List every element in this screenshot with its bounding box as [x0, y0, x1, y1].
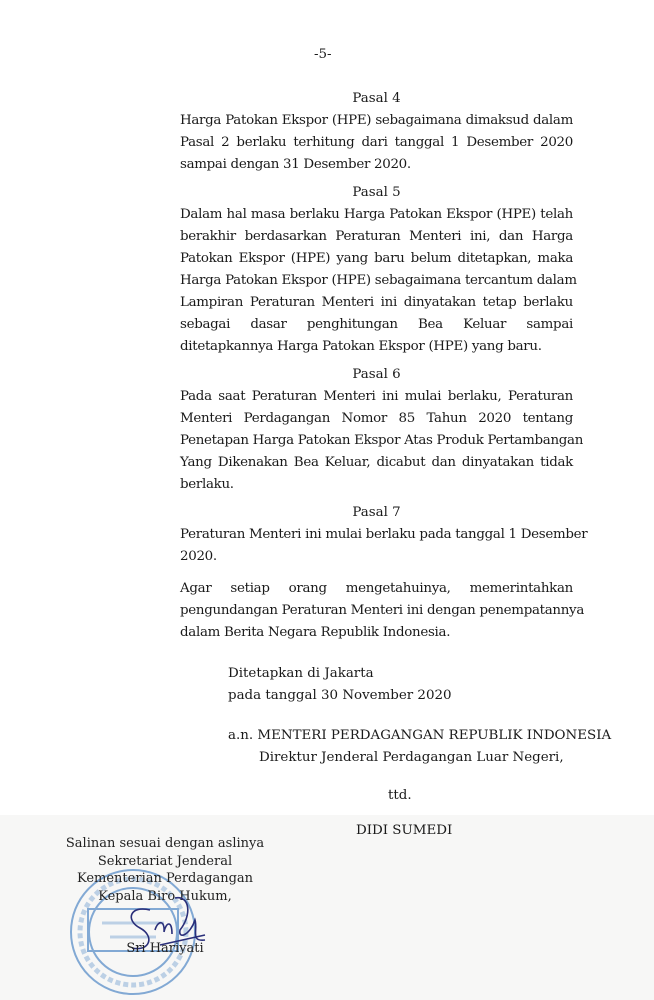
signature-place: Ditetapkan di Jakarta: [228, 666, 374, 681]
article-body: [180, 204, 577, 358]
text-line: Lampiran Peraturan Menteri ini dinyatakan tetap berlaku: [180, 295, 573, 310]
text-line: berakhir berdasarkan Peraturan Menteri ini, dan Harga: [180, 229, 573, 244]
certified-copy-line: Kepala Biro Hukum,: [98, 888, 232, 904]
signature-date: pada tanggal 30 November 2020: [228, 688, 452, 703]
article-heading: Pasal 7: [352, 505, 401, 520]
text-line: Penetapan Harga Patokan Ekspor Atas Produk Pertambangan: [180, 433, 584, 448]
signatory-position: Direktur Jenderal Perdagangan Luar Negeri,: [259, 750, 564, 765]
page-number: -5-: [314, 47, 332, 62]
text-line: sampai dengan 31 Desember 2020.: [180, 157, 411, 172]
article-body: [180, 386, 584, 496]
article-heading: Pasal 5: [352, 185, 401, 200]
certified-copy-area: [0, 815, 654, 1000]
text-line: Patokan Ekspor (HPE) yang baru belum ditetapkan, maka: [180, 251, 573, 266]
certifier-name: Sri Hariyati: [126, 941, 204, 956]
article-body: [180, 524, 588, 568]
certified-copy-line: Kementerian Perdagangan: [76, 871, 254, 886]
closing-paragraph: [180, 578, 585, 644]
certified-copy-line: Sekretariat Jenderal: [97, 853, 233, 869]
certified-copy-line: Salinan sesuai dengan aslinya: [65, 836, 265, 851]
article-heading: Pasal 6: [352, 367, 401, 382]
text-line: Harga Patokan Ekspor (HPE) sebagaimana tercantum dalam: [180, 273, 577, 288]
text-line: Peraturan Menteri ini mulai berlaku pada tanggal 1 Desember: [180, 527, 588, 542]
text-line: pengundangan Peraturan Menteri ini dengan penempatannya: [180, 603, 585, 618]
on-behalf-of: a.n. MENTERI PERDAGANGAN REPUBLIK INDONESIA: [228, 728, 612, 743]
text-line: ditetapkannya Harga Patokan Ekspor (HPE) yang baru.: [180, 339, 542, 354]
text-line: Pasal 2 berlaku terhitung dari tanggal 1 Desember 2020: [180, 135, 573, 150]
text-line: Pada saat Peraturan Menteri ini mulai berlaku, Peraturan: [180, 389, 573, 404]
text-line: Dalam hal masa berlaku Harga Patokan Ekspor (HPE) telah: [180, 207, 573, 222]
text-line: berlaku.: [180, 477, 234, 492]
article-heading: Pasal 4: [352, 91, 401, 106]
text-line: Yang Dikenakan Bea Keluar, dicabut dan dinyatakan tidak: [180, 455, 573, 470]
ttd-mark: ttd.: [388, 788, 412, 803]
text-line: Agar setiap orang mengetahuinya, memerintahkan: [180, 581, 573, 596]
signatory-name: DIDI SUMEDI: [356, 823, 453, 838]
text-line: Menteri Perdagangan Nomor 85 Tahun 2020 tentang: [180, 411, 573, 426]
article-body: [180, 110, 573, 176]
text-line: 2020.: [180, 549, 217, 564]
text-line: dalam Berita Negara Republik Indonesia.: [180, 625, 451, 640]
text-line: Harga Patokan Ekspor (HPE) sebagaimana dimaksud dalam: [180, 113, 573, 128]
text-line: sebagai dasar penghitungan Bea Keluar sampai: [180, 317, 573, 332]
